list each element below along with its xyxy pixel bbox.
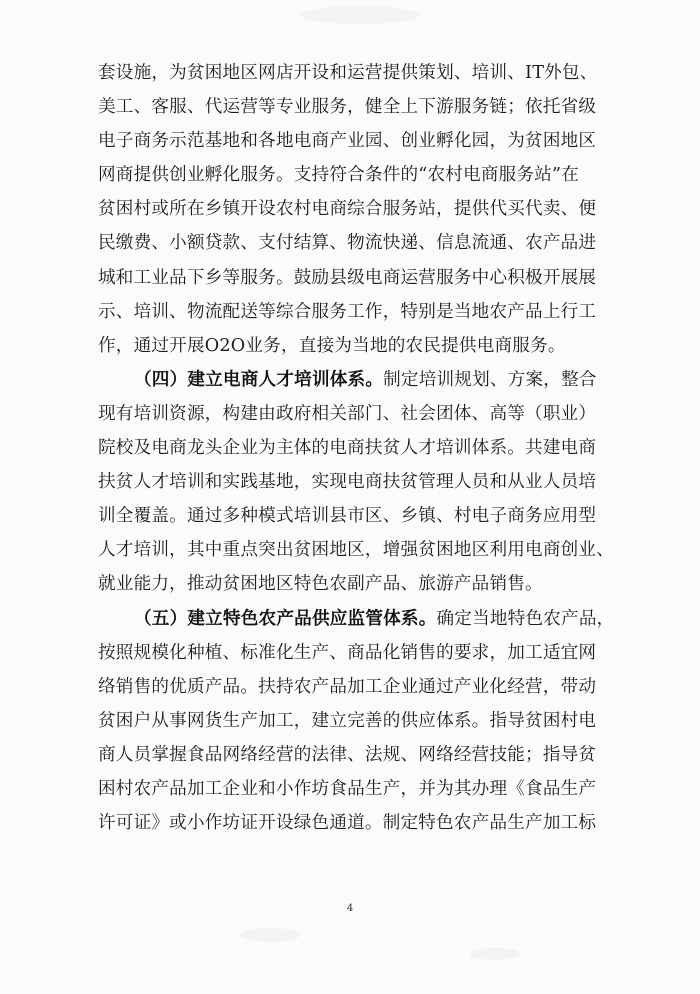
scan-smudge	[470, 948, 520, 960]
paragraph-3	[98, 602, 638, 841]
section-heading-5: （五）建立特色农产品供应监管体系。	[134, 607, 437, 629]
text-line: 网商提供创业孵化服务。支持符合条件的“农村电商服务站”在	[98, 165, 580, 186]
text-line: 城和工业品下乡等服务。鼓励县级电商运营服务中心积极开展展	[98, 267, 597, 288]
paragraph-1	[98, 56, 638, 363]
text-line: 就业能力，推动贫困地区特色农副产品、旅游产品销售。	[98, 574, 543, 595]
text-line: 训全覆盖。通过多种模式培训县市区、乡镇、村电子商务应用型	[98, 506, 597, 527]
text-line-first	[98, 602, 638, 636]
text-line: 院校及电商龙头企业为主体的电商扶贫人才培训体系。共建电商	[98, 438, 597, 459]
text-line: 贫困户从事网货生产加工，建立完善的供应体系。指导贫困村电	[98, 710, 597, 731]
scan-smudge	[240, 928, 300, 942]
text-line: 按照规模化种植、标准化生产、商品化销售的要求，加工适宜网	[98, 642, 597, 663]
text-line: 美工、客服、代运营等专业服务，健全上下游服务链；依托省级	[98, 97, 597, 118]
text-line: 络销售的优质产品。扶持农产品加工企业通过产业化经营，带动	[98, 676, 597, 697]
text-line: 困村农产品加工企业和小作坊食品生产，并为其办理《食品生产	[98, 778, 597, 799]
text-line: 示、培训、物流配送等综合服务工作，特别是当地农产品上行工	[98, 301, 597, 322]
body-text	[98, 56, 638, 840]
scan-smudge	[300, 6, 420, 24]
heading-continuation: 确定当地特色农产品，	[436, 608, 615, 629]
text-line: 套设施，为贫困地区网店开设和运营提供策划、培训、IT外包、	[98, 63, 598, 83]
heading-continuation: 制定培训规划、方案，整合	[383, 369, 597, 390]
text-line: 贫困村或所在乡镇开设农村电商综合服务站，提供代买代卖、便	[98, 199, 597, 220]
text-line: 商人员掌握食品网络经营的法律、法规、网络经营技能；指导贫	[98, 744, 597, 765]
text-line: 人才培训，其中重点突出贫困地区，增强贫困地区利用电商创业、	[98, 540, 615, 561]
text-line: 许可证》或小作坊证开设绿色通道。制定特色农产品生产加工标	[98, 813, 597, 834]
section-heading-4: （四）建立电商人才培训体系。	[134, 368, 384, 390]
paragraph-2	[98, 363, 638, 602]
text-line: 电子商务示范基地和各地电商产业园、创业孵化园，为贫困地区	[98, 131, 597, 152]
text-line: 扶贫人才培训和实践基地，实现电商扶贫管理人员和从业人员培	[98, 472, 597, 493]
text-line: 民缴费、小额贷款、支付结算、物流快递、信息流通、农产品进	[98, 233, 597, 254]
text-line: 现有培训资源，构建由政府相关部门、社会团体、高等（职业）	[98, 403, 597, 424]
text-line: 作，通过开展O2O业务，直接为当地的农民提供电商服务。	[98, 335, 566, 356]
text-line-first	[98, 363, 638, 397]
page-number: 4	[346, 903, 354, 914]
